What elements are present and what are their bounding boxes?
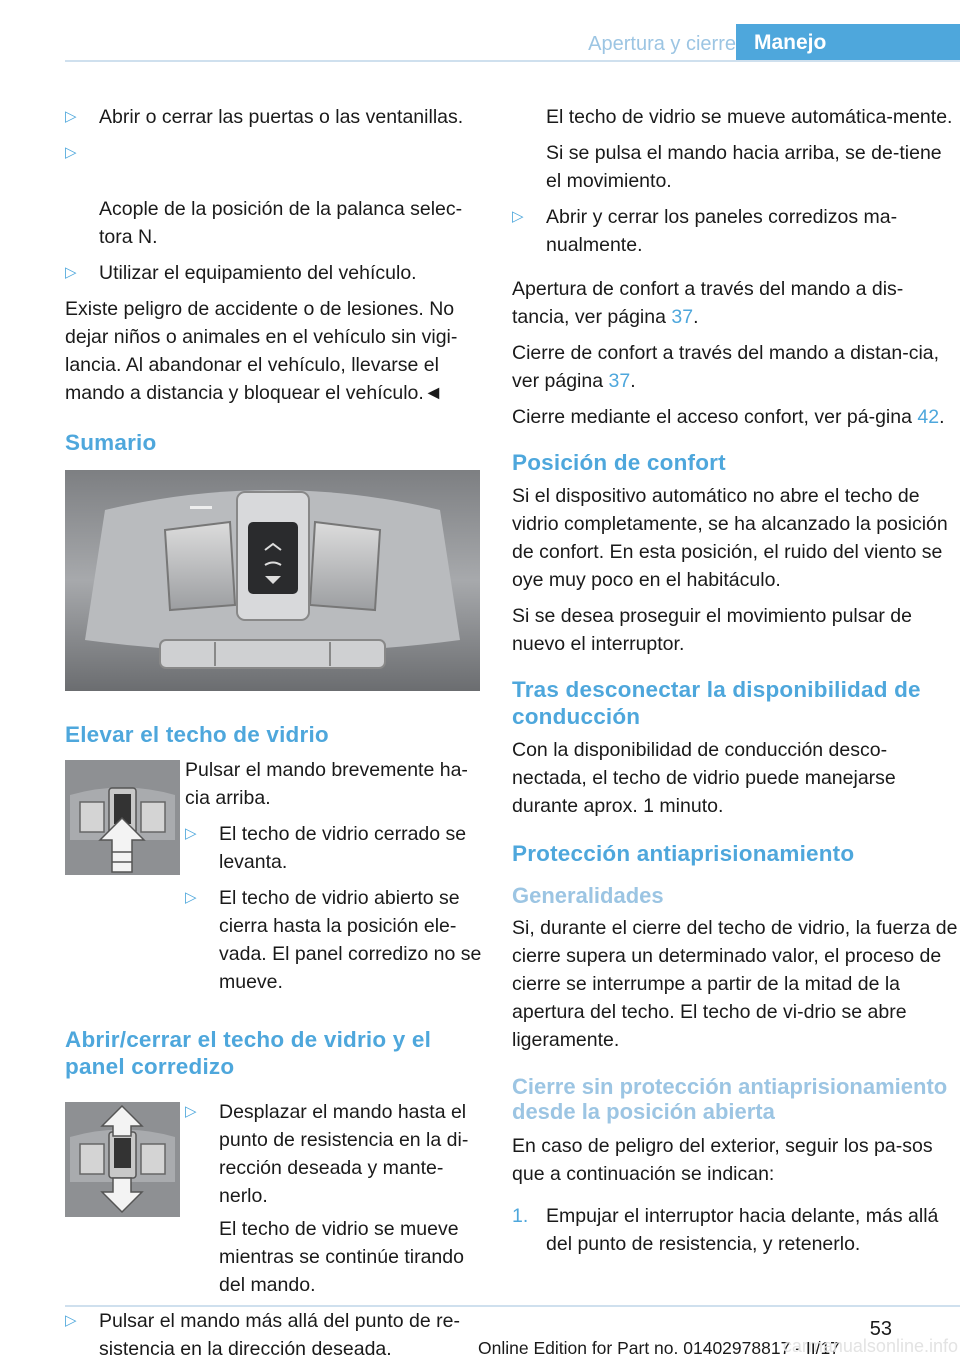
section-title: Apertura y cierre xyxy=(588,33,736,55)
reference-text: Cierre de confort a través del mando a distan-cia, ver página 37. xyxy=(512,342,940,392)
bullet-icon: ▷ xyxy=(65,264,77,281)
list-item: ▷ Pulsar el mando más allá del punto de re-sistencia en la dirección deseada. xyxy=(65,1307,483,1363)
watermark: carmanualsonline.info xyxy=(782,1336,958,1356)
page-link[interactable]: 37 xyxy=(608,370,631,392)
page-number: 53 xyxy=(869,1318,892,1340)
body-text: Si, durante el cierre del techo de vidrio, la fuerza de cierre supera un determinado valor, el proceso de cierre se interrumpe a partir de la mitad de la apertura del techo. El techo de vi-drio se abre ligeramente. xyxy=(512,917,958,1051)
body-text: Si el dispositivo automático no abre el techo de vidrio completamente, se ha alcanzado la posición de confort. En esta posición, el ruido del viento se oye muy poco en el habitáculo. xyxy=(512,485,948,591)
abrir-section xyxy=(65,1098,483,1299)
heading-proteccion: Protección antiaprisionamiento xyxy=(512,841,855,866)
list-item: ▷ Desplazar el mando hasta el punto de resistencia en la di-rección deseada y mante-nerlo. El techo de vidrio se mueve mientras se continúe tirando del mando. xyxy=(185,1098,483,1299)
heading-abrir-cerrar: Abrir/cerrar el techo de vidrio y el panel corredizo xyxy=(65,1027,432,1079)
list-item: ▷ El techo de vidrio cerrado se levanta. xyxy=(185,820,483,876)
reference-text: Apertura de confort a través del mando a dis-tancia, ver página 37. xyxy=(512,278,904,328)
numbered-step: 1. Empujar el interruptor hacia delante, más allá del punto de resistencia, y retenerlo. xyxy=(512,1202,960,1258)
overview-image xyxy=(65,470,480,691)
warning-text: Existe peligro de accidente o de lesiones. No dejar niños o animales en el vehículo sin vigi-lancia. Al abandonar el vehículo, llevarse el mando a distancia y bloquear el vehículo.◄ xyxy=(65,298,458,404)
reference-text: Cierre mediante el acceso confort, ver pá-gina 42. xyxy=(512,406,945,428)
heading-tras-desconectar: Tras desconectar la disponibilidad de conducción xyxy=(512,677,921,729)
bullet-icon: ▷ xyxy=(512,208,524,225)
body-text: En caso de peligro del exterior, seguir los pa-sos que a continuación se indican: xyxy=(512,1135,933,1185)
list-item-continuation: Si se pulsa el mando hacia arriba, se de-tiene el movimiento. xyxy=(546,142,942,192)
step-number: 1. xyxy=(512,1205,529,1227)
list-item: ▷ Acople de la posición de la palanca selec- tora N. xyxy=(65,139,483,251)
bullet-icon: ▷ xyxy=(65,144,77,161)
body-text: Con la disponibilidad de conducción desco-nectada, el techo de vidrio puede manejarse durante aprox. 1 minuto. xyxy=(512,739,896,817)
page-link[interactable]: 37 xyxy=(671,306,694,328)
list-item-continuation: El techo de vidrio se mueve mientras se continúe tirando del mando. xyxy=(219,1218,464,1296)
bullet-icon: ▷ xyxy=(185,825,197,842)
heading-confort: Posición de confort xyxy=(512,450,726,475)
edition-text: Online Edition for Part no. 01402978817 - II/17 xyxy=(478,1338,840,1358)
chapter-tab: Manejo xyxy=(736,24,960,60)
switch-updown-image xyxy=(65,1102,180,1217)
bullet-icon: ▷ xyxy=(185,1103,197,1120)
right-column xyxy=(512,103,960,1266)
body-text: Si se desea proseguir el movimiento pulsar de nuevo el interruptor. xyxy=(512,605,912,655)
list-item: ▷ El techo de vidrio abierto se cierra hasta la posición ele-vada. El panel corredizo no se mueve. xyxy=(185,884,483,996)
bullet-icon: ▷ xyxy=(185,889,197,906)
heading-elevar: Elevar el techo de vidrio xyxy=(65,722,329,747)
list-item: ▷ Abrir y cerrar los paneles corredizos ma-nualmente. xyxy=(512,203,960,259)
list-item: ▷ Utilizar el equipamiento del vehículo. xyxy=(65,259,483,287)
heading-cierre-sin-proteccion: Cierre sin protección antiaprisionamiento desde la posición abierta xyxy=(512,1074,948,1124)
header-rule xyxy=(65,60,960,62)
bullet-icon: ▷ xyxy=(65,108,77,125)
page-link[interactable]: 42 xyxy=(917,406,940,428)
left-column xyxy=(65,103,483,1371)
heading-generalidades: Generalidades xyxy=(512,883,664,908)
bullet-icon: ▷ xyxy=(65,1312,77,1329)
switch-up-image xyxy=(65,760,180,875)
footer-rule xyxy=(65,1305,960,1307)
list-item-continuation: El techo de vidrio se mueve automática-mente. xyxy=(546,106,953,128)
elevar-intro: Pulsar el mando brevemente ha-cia arriba. xyxy=(185,759,468,809)
list-item: ▷ Abrir o cerrar las puertas o las ventanillas. xyxy=(65,103,483,131)
elevar-section xyxy=(65,756,483,996)
heading-sumario: Sumario xyxy=(65,430,157,455)
